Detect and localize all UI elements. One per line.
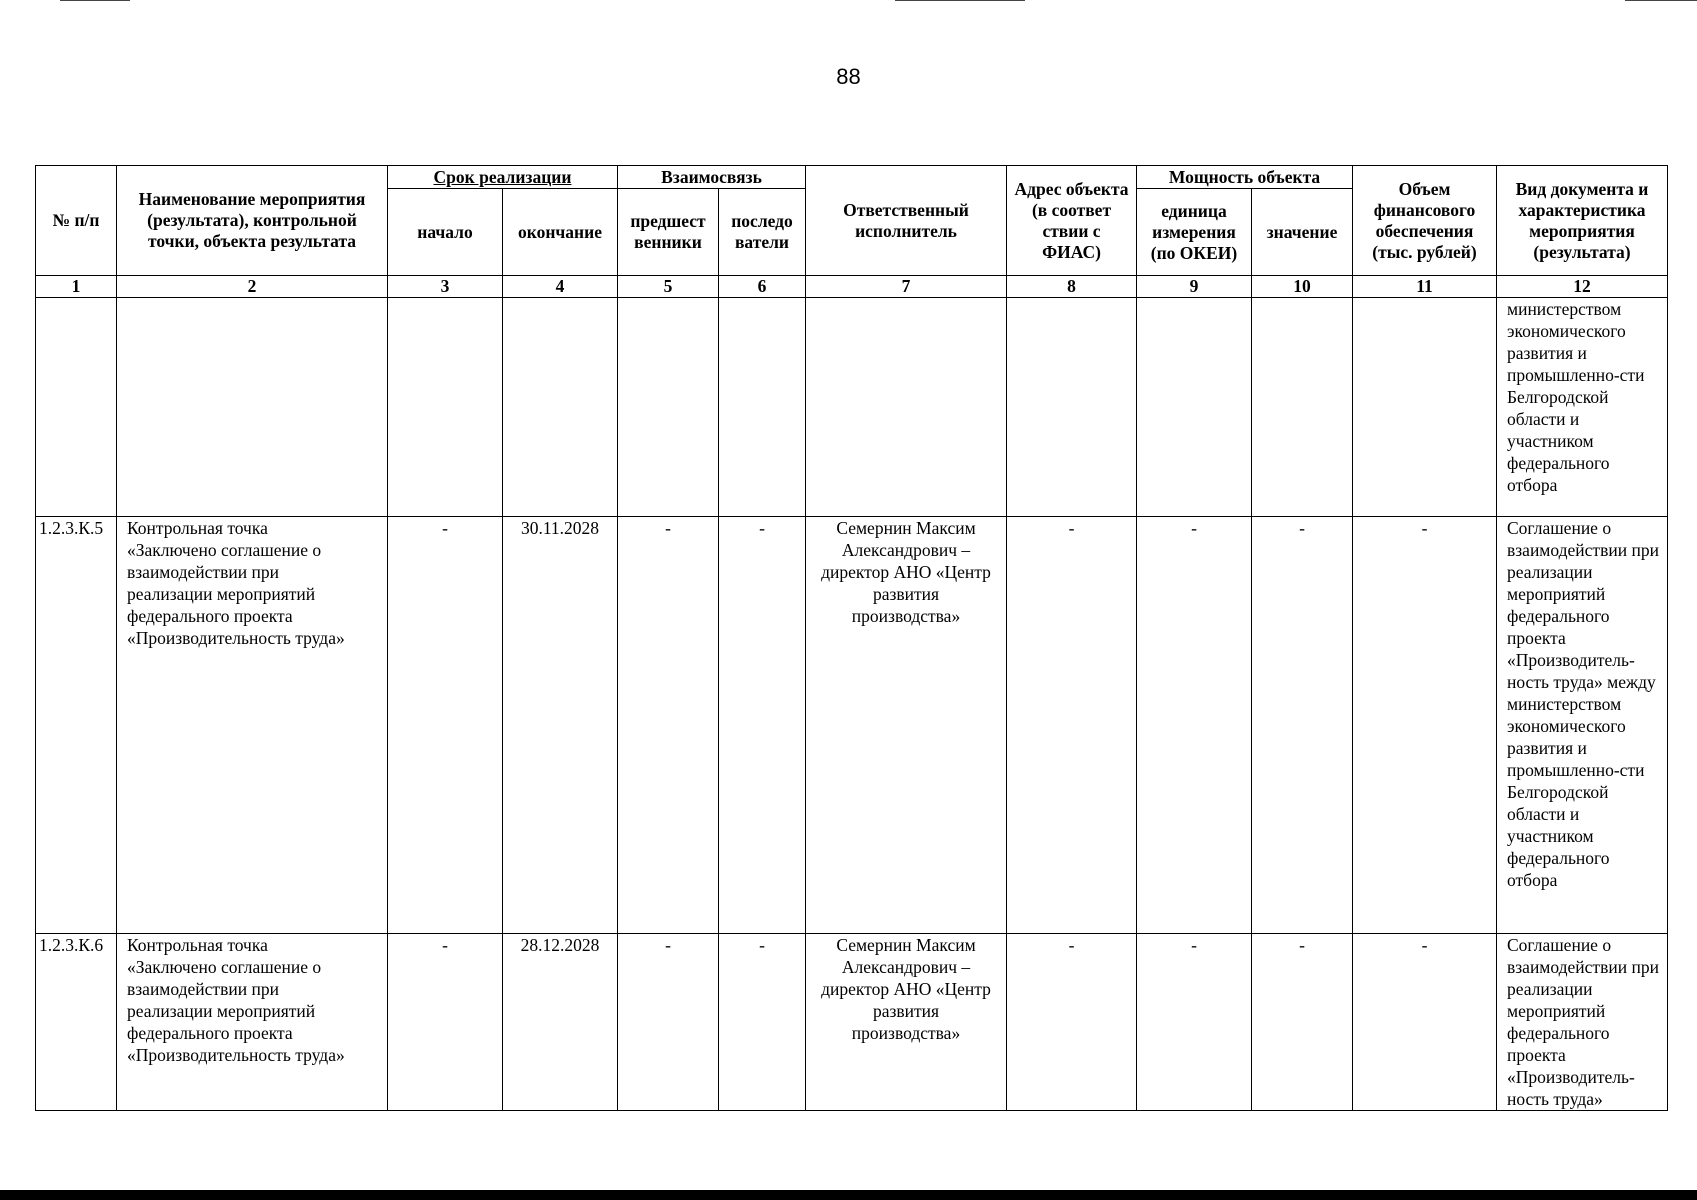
cell-document: министерством экономического развития и промышленно-сти Белгородской области и участником федерального отбора [1497,298,1668,517]
cell-empty [36,298,117,517]
column-number-row [36,276,1668,298]
cell-empty [117,298,388,517]
column-number: 6 [719,276,806,298]
header-start: начало [388,189,503,276]
column-number: 9 [1137,276,1252,298]
header-name: Наименование мероприятия (результата), контрольной точки, объекта результата [117,166,388,276]
column-number: 4 [503,276,618,298]
cell-value: - [1252,517,1353,934]
cell-value: - [1252,934,1353,1111]
header-predecessors: предшест венники [618,189,719,276]
header-address: Адрес объекта (в соответ ствии с ФИАС) [1007,166,1137,276]
cell-predecessors: - [618,934,719,1111]
header-financing: Объем финансового обеспечения (тыс. рублей) [1353,166,1497,276]
cell-name: Контрольная точка «Заключено соглашение о взаимодействии при реализации мероприятий федерального проекта «Производительность труда» [117,517,388,934]
cell-document: Соглашение о взаимодействии при реализации мероприятий федерального проекта «Производитель-ность труда» между министерством экономического развития и промышленно-сти Белгородской области и участником федерального отбора [1497,517,1668,934]
cell-empty [1252,298,1353,517]
cell-num: 1.2.3.К.6 [36,934,117,1111]
scan-line [60,0,130,1]
column-number: 8 [1007,276,1137,298]
header-end: окончание [503,189,618,276]
cell-empty [719,298,806,517]
cell-empty [503,298,618,517]
cell-financing: - [1353,934,1497,1111]
cell-empty [806,298,1007,517]
cell-empty [1007,298,1137,517]
cell-start: - [388,934,503,1111]
cell-unit: - [1137,517,1252,934]
column-number: 2 [117,276,388,298]
column-number: 3 [388,276,503,298]
cell-empty [1353,298,1497,517]
cell-end: 28.12.2028 [503,934,618,1111]
table-header [36,166,1668,298]
cell-successors: - [719,517,806,934]
header-value: значение [1252,189,1353,276]
scan-bottom-edge [0,1190,1697,1200]
cell-unit: - [1137,934,1252,1111]
header-document: Вид документа и характеристика мероприятия (результата) [1497,166,1668,276]
cell-document: Соглашение о взаимодействии при реализации мероприятий федерального проекта «Производитель-ность труда» [1497,934,1668,1111]
cell-empty [618,298,719,517]
cell-financing: - [1353,517,1497,934]
cell-empty [388,298,503,517]
header-successors: последо ватели [719,189,806,276]
header-link: Взаимосвязь [618,166,806,189]
cell-num: 1.2.3.К.5 [36,517,117,934]
cell-responsible: Семернин Максим Александрович – директор АНО «Центр развития производства» [806,934,1007,1111]
scan-line [895,0,1025,1]
column-number: 1 [36,276,117,298]
cell-end: 30.11.2028 [503,517,618,934]
cell-address: - [1007,934,1137,1111]
header-period: Срок реализации [388,166,618,189]
page-number: 88 [836,64,861,89]
header-power: Мощность объекта [1137,166,1353,189]
column-number: 10 [1252,276,1353,298]
table-row-continuation [36,298,1668,517]
plan-table [35,165,1668,1111]
column-number: 11 [1353,276,1497,298]
column-number: 12 [1497,276,1668,298]
column-number: 5 [618,276,719,298]
cell-address: - [1007,517,1137,934]
header-responsible: Ответственный исполнитель [806,166,1007,276]
cell-predecessors: - [618,517,719,934]
scan-line [1625,0,1697,1]
cell-empty [1137,298,1252,517]
column-number: 7 [806,276,1007,298]
cell-name: Контрольная точка «Заключено соглашение о взаимодействии при реализации мероприятий федерального проекта «Производительность труда» [117,934,388,1111]
cell-start: - [388,517,503,934]
header-unit: единица измерения (по ОКЕИ) [1137,189,1252,276]
cell-responsible: Семернин Максим Александрович – директор АНО «Центр развития производства» [806,517,1007,934]
table-row [36,517,1668,934]
header-num: № п/п [36,166,117,276]
cell-successors: - [719,934,806,1111]
table-row [36,934,1668,1111]
